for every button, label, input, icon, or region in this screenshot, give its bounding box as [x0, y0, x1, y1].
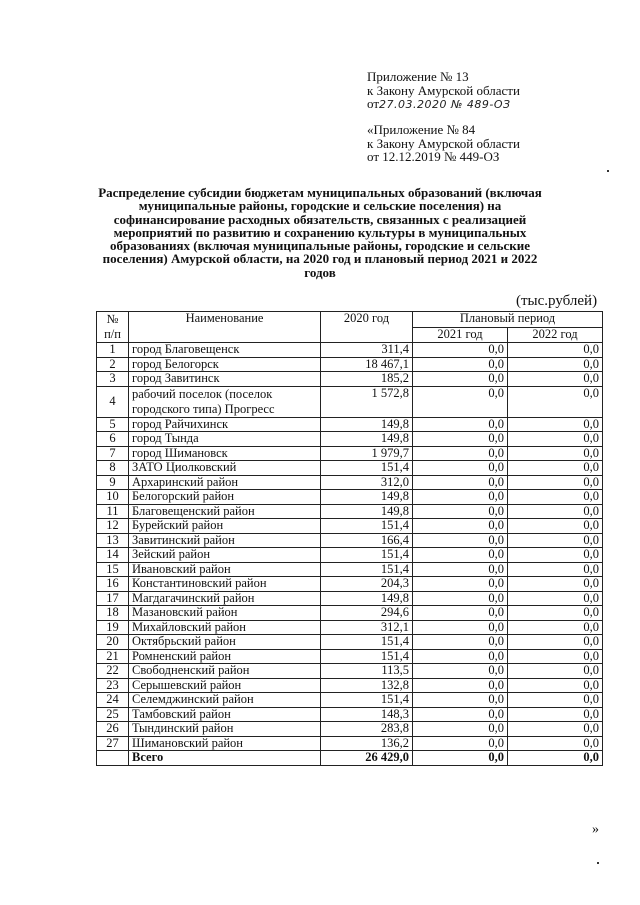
- row-number: 5: [97, 417, 129, 432]
- value-2021: 0,0: [413, 533, 508, 548]
- table-header-row: [97, 312, 603, 328]
- value-2021: 0,0: [413, 562, 508, 577]
- handwritten-date-number: 27.03.2020 № 489-ОЗ: [379, 98, 511, 111]
- value-2022: 0,0: [508, 707, 603, 722]
- value-2022: 0,0: [508, 635, 603, 650]
- value-2022: 0,0: [508, 606, 603, 621]
- total-2022: 0,0: [508, 751, 603, 766]
- table-row: [97, 490, 603, 505]
- row-number: 13: [97, 533, 129, 548]
- value-2020: 149,8: [321, 591, 413, 606]
- value-2020: 149,8: [321, 417, 413, 432]
- value-2020: 148,3: [321, 707, 413, 722]
- value-2022: 0,0: [508, 446, 603, 461]
- column-header-2021: 2021 год: [413, 327, 508, 343]
- value-2021: 0,0: [413, 357, 508, 372]
- row-number: 3: [97, 372, 129, 387]
- prev-law-reference: к Закону Амурской области: [367, 136, 520, 151]
- value-2020: 149,8: [321, 490, 413, 505]
- scan-speck: [597, 862, 599, 864]
- table-row: [97, 591, 603, 606]
- municipality-name: город Белогорск: [129, 357, 321, 372]
- value-2022: 0,0: [508, 620, 603, 635]
- row-number: 15: [97, 562, 129, 577]
- row-number: 21: [97, 649, 129, 664]
- municipality-name: рабочий поселок (поселок городского типа) Прогресс: [129, 386, 321, 417]
- value-2021: 0,0: [413, 446, 508, 461]
- row-number: 18: [97, 606, 129, 621]
- value-2020: 151,4: [321, 635, 413, 650]
- value-2021: 0,0: [413, 490, 508, 505]
- municipality-name: Белогорский район: [129, 490, 321, 505]
- value-2021: 0,0: [413, 736, 508, 751]
- value-2021: 0,0: [413, 693, 508, 708]
- table-row: [97, 386, 603, 417]
- table-row: [97, 562, 603, 577]
- municipality-name: город Завитинск: [129, 372, 321, 387]
- municipality-name: город Тында: [129, 432, 321, 447]
- table-row: [97, 519, 603, 534]
- law-date-line: [367, 97, 511, 111]
- municipality-name: Благовещенский район: [129, 504, 321, 519]
- row-number: 20: [97, 635, 129, 650]
- prev-appendix-title: «Приложение № 84: [367, 122, 476, 137]
- value-2021: 0,0: [413, 519, 508, 534]
- table-row: [97, 693, 603, 708]
- value-2021: 0,0: [413, 504, 508, 519]
- table-row: [97, 417, 603, 432]
- municipality-name: Тындинский район: [129, 722, 321, 737]
- row-number: 14: [97, 548, 129, 563]
- municipality-name: Серышевский район: [129, 678, 321, 693]
- column-header-number: № п/п: [97, 312, 129, 343]
- value-2022: 0,0: [508, 591, 603, 606]
- value-2022: 0,0: [508, 490, 603, 505]
- value-2022: 0,0: [508, 562, 603, 577]
- total-label: Всего: [129, 751, 321, 766]
- municipality-name: Завитинский район: [129, 533, 321, 548]
- value-2020: 151,4: [321, 693, 413, 708]
- value-2022: 0,0: [508, 519, 603, 534]
- units-label: (тыс.рублей): [516, 293, 598, 309]
- value-2020: 166,4: [321, 533, 413, 548]
- column-header-2020: 2020 год: [321, 312, 413, 343]
- municipality-name: Октябрьский район: [129, 635, 321, 650]
- row-number: 22: [97, 664, 129, 679]
- municipality-name: город Райчихинск: [129, 417, 321, 432]
- table-row: [97, 736, 603, 751]
- municipality-name: Михайловский район: [129, 620, 321, 635]
- table-row: [97, 548, 603, 563]
- value-2020: 151,4: [321, 461, 413, 476]
- column-header-name: Наименование: [129, 312, 321, 343]
- value-2020: 18 467,1: [321, 357, 413, 372]
- municipality-name: город Шимановск: [129, 446, 321, 461]
- value-2021: 0,0: [413, 461, 508, 476]
- row-number: 2: [97, 357, 129, 372]
- municipality-name: Ромненский район: [129, 649, 321, 664]
- table-row: [97, 343, 603, 358]
- value-2021: 0,0: [413, 548, 508, 563]
- municipality-name: Свободненский район: [129, 664, 321, 679]
- value-2022: 0,0: [508, 533, 603, 548]
- row-number: 4: [97, 386, 129, 417]
- municipality-name: Архаринский район: [129, 475, 321, 490]
- row-number: 23: [97, 678, 129, 693]
- municipality-name: Тамбовский район: [129, 707, 321, 722]
- value-2022: 0,0: [508, 736, 603, 751]
- value-2020: 151,4: [321, 562, 413, 577]
- municipality-name: Селемджинский район: [129, 693, 321, 708]
- value-2021: 0,0: [413, 432, 508, 447]
- table-row: [97, 357, 603, 372]
- municipality-name: Ивановский район: [129, 562, 321, 577]
- row-number: 24: [97, 693, 129, 708]
- value-2022: 0,0: [508, 386, 603, 417]
- value-2020: 185,2: [321, 372, 413, 387]
- table-row: [97, 722, 603, 737]
- value-2021: 0,0: [413, 343, 508, 358]
- value-2022: 0,0: [508, 417, 603, 432]
- row-number: 8: [97, 461, 129, 476]
- row-number: 9: [97, 475, 129, 490]
- value-2022: 0,0: [508, 548, 603, 563]
- value-2021: 0,0: [413, 678, 508, 693]
- subsidy-table: [96, 311, 603, 766]
- table-row: [97, 606, 603, 621]
- value-2021: 0,0: [413, 664, 508, 679]
- municipality-name: Магдагачинский район: [129, 591, 321, 606]
- table-row: [97, 620, 603, 635]
- value-2020: 283,8: [321, 722, 413, 737]
- law-date-prefix: от: [367, 96, 380, 111]
- municipality-name: Шимановский район: [129, 736, 321, 751]
- row-number: 1: [97, 343, 129, 358]
- row-number: 7: [97, 446, 129, 461]
- value-2022: 0,0: [508, 432, 603, 447]
- scan-speck: [607, 170, 609, 172]
- value-2022: 0,0: [508, 678, 603, 693]
- table-row: [97, 678, 603, 693]
- value-2021: 0,0: [413, 620, 508, 635]
- municipality-name: Зейский район: [129, 548, 321, 563]
- table-row: [97, 475, 603, 490]
- value-2020: 132,8: [321, 678, 413, 693]
- value-2020: 311,4: [321, 343, 413, 358]
- row-number: 26: [97, 722, 129, 737]
- law-reference: к Закону Амурской области: [367, 83, 520, 98]
- value-2021: 0,0: [413, 475, 508, 490]
- value-2021: 0,0: [413, 635, 508, 650]
- value-2020: 312,1: [321, 620, 413, 635]
- municipality-name: Бурейский район: [129, 519, 321, 534]
- table-row: [97, 664, 603, 679]
- municipality-name: город Благовещенск: [129, 343, 321, 358]
- row-number: 19: [97, 620, 129, 635]
- value-2020: 1 979,7: [321, 446, 413, 461]
- row-number: 10: [97, 490, 129, 505]
- value-2021: 0,0: [413, 649, 508, 664]
- row-number: 16: [97, 577, 129, 592]
- value-2021: 0,0: [413, 707, 508, 722]
- value-2020: 113,5: [321, 664, 413, 679]
- table-row: [97, 707, 603, 722]
- column-header-2022: 2022 год: [508, 327, 603, 343]
- row-number: 11: [97, 504, 129, 519]
- value-2020: 204,3: [321, 577, 413, 592]
- table-row: [97, 635, 603, 650]
- value-2020: 312,0: [321, 475, 413, 490]
- row-number: 17: [97, 591, 129, 606]
- value-2021: 0,0: [413, 606, 508, 621]
- value-2020: 294,6: [321, 606, 413, 621]
- row-number: 27: [97, 736, 129, 751]
- column-header-plan-period: Плановый период: [413, 312, 603, 328]
- value-2022: 0,0: [508, 693, 603, 708]
- value-2021: 0,0: [413, 417, 508, 432]
- value-2022: 0,0: [508, 343, 603, 358]
- value-2022: 0,0: [508, 577, 603, 592]
- value-2022: 0,0: [508, 664, 603, 679]
- value-2021: 0,0: [413, 372, 508, 387]
- document-title: Распределение субсидии бюджетам муниципальных образований (включая муниципальные районы, городские и сельские поселения) на софинансирование расходных обязательств, связанных с реализацией мероприятий по развитию и сохранению культуры в муниципальных образованиях (включая муниципальные районы, городские и сельские поселения) Амурской области, на 2020 год и плановый период 2021 и 2022 годов: [98, 185, 542, 280]
- appendix-title: Приложение № 13: [367, 69, 469, 84]
- value-2022: 0,0: [508, 722, 603, 737]
- value-2020: 136,2: [321, 736, 413, 751]
- municipality-name: ЗАТО Циолковский: [129, 461, 321, 476]
- table-row: [97, 649, 603, 664]
- table-row: [97, 432, 603, 447]
- value-2020: 151,4: [321, 649, 413, 664]
- value-2022: 0,0: [508, 649, 603, 664]
- table-row: [97, 504, 603, 519]
- value-2022: 0,0: [508, 475, 603, 490]
- table-row: [97, 446, 603, 461]
- table-row: [97, 372, 603, 387]
- total-2021: 0,0: [413, 751, 508, 766]
- row-number: 6: [97, 432, 129, 447]
- value-2020: 149,8: [321, 432, 413, 447]
- value-2021: 0,0: [413, 577, 508, 592]
- prev-law-date: от 12.12.2019 № 449-ОЗ: [367, 149, 500, 164]
- row-number: 25: [97, 707, 129, 722]
- table-row: [97, 577, 603, 592]
- value-2021: 0,0: [413, 386, 508, 417]
- table-total-row: [97, 751, 603, 766]
- total-2020: 26 429,0: [321, 751, 413, 766]
- value-2020: 149,8: [321, 504, 413, 519]
- value-2020: 1 572,8: [321, 386, 413, 417]
- closing-quote: »: [592, 822, 599, 837]
- municipality-name: Мазановский район: [129, 606, 321, 621]
- value-2021: 0,0: [413, 722, 508, 737]
- value-2022: 0,0: [508, 372, 603, 387]
- row-number: 12: [97, 519, 129, 534]
- value-2021: 0,0: [413, 591, 508, 606]
- value-2022: 0,0: [508, 357, 603, 372]
- value-2020: 151,4: [321, 519, 413, 534]
- table-row: [97, 533, 603, 548]
- value-2022: 0,0: [508, 461, 603, 476]
- municipality-name: Константиновский район: [129, 577, 321, 592]
- value-2022: 0,0: [508, 504, 603, 519]
- value-2020: 151,4: [321, 548, 413, 563]
- total-number-cell: [97, 751, 129, 766]
- table-row: [97, 461, 603, 476]
